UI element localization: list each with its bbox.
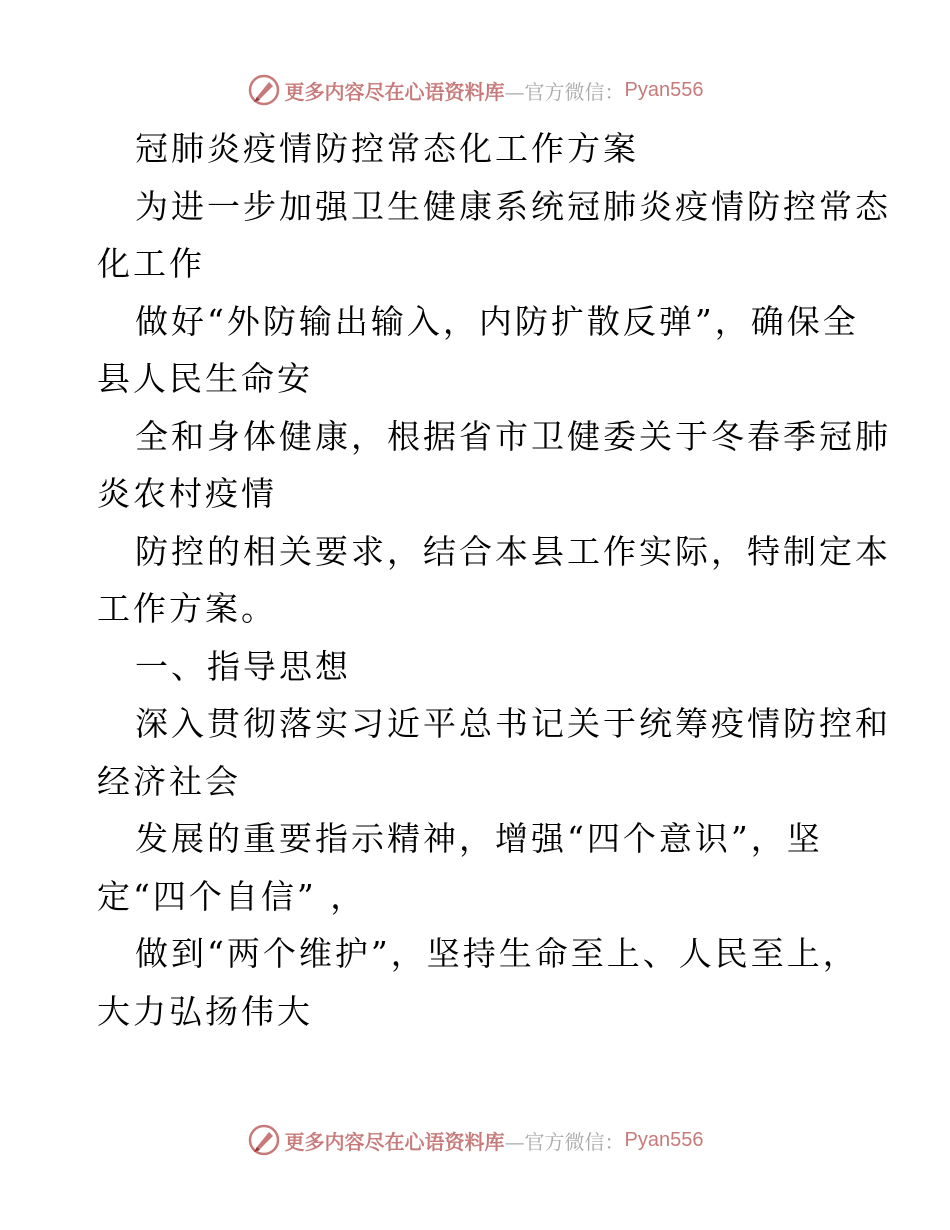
paragraph-line: 工作方案。 (97, 589, 277, 628)
paragraph-line: 全和身体健康，根据省市卫健委关于冬春季冠肺 (135, 416, 891, 456)
watermark-separator-text: —官方微信： (504, 79, 625, 104)
paragraph-line: 发展的重要指示精神，增强“四个意识”，坚 (135, 819, 823, 858)
paragraph-line: 炎农村疫情 (97, 474, 277, 513)
document-body (97, 120, 891, 1040)
paragraph-line: 大力弘扬伟大 (97, 991, 313, 1031)
watermark-wechat-id: Pyan556 (624, 78, 704, 101)
paragraph-line: 县人民生命安 (97, 359, 313, 398)
paragraph-line: 做好“外防输出输入，内防扩散反弹”，确保全 (135, 301, 859, 341)
pen-nib-logo-icon (247, 73, 281, 107)
paragraph-line: 经济社会 (97, 761, 241, 801)
paragraph-line: 化工作 (97, 244, 205, 283)
paragraph-line: 做到“两个维护”，坚持生命至上、人民至上， (135, 934, 859, 973)
paragraph-line: 为进一步加强卫生健康系统冠肺炎疫情防控常态 (135, 186, 891, 226)
paragraph-line: 深入贯彻落实习近平总书记关于统筹疫情防控和 (135, 704, 891, 743)
watermark-wechat-id: Pyan556 (624, 1128, 704, 1151)
watermark-main-text: 更多内容尽在心语资料库 (284, 79, 505, 104)
pen-nib-logo-icon (247, 1123, 281, 1157)
paragraph-line: 定“四个自信” ， (97, 876, 367, 916)
watermark-header (0, 70, 950, 110)
watermark-separator-text: —官方微信： (504, 1129, 625, 1154)
watermark-main-text: 更多内容尽在心语资料库 (284, 1129, 505, 1154)
paragraph-line: 防控的相关要求，结合本县工作实际，特制定本 (135, 531, 891, 571)
section-heading: 一、指导思想 (135, 646, 351, 686)
document-title: 冠肺炎疫情防控常态化工作方案 (135, 129, 639, 168)
watermark-footer (0, 1120, 950, 1160)
